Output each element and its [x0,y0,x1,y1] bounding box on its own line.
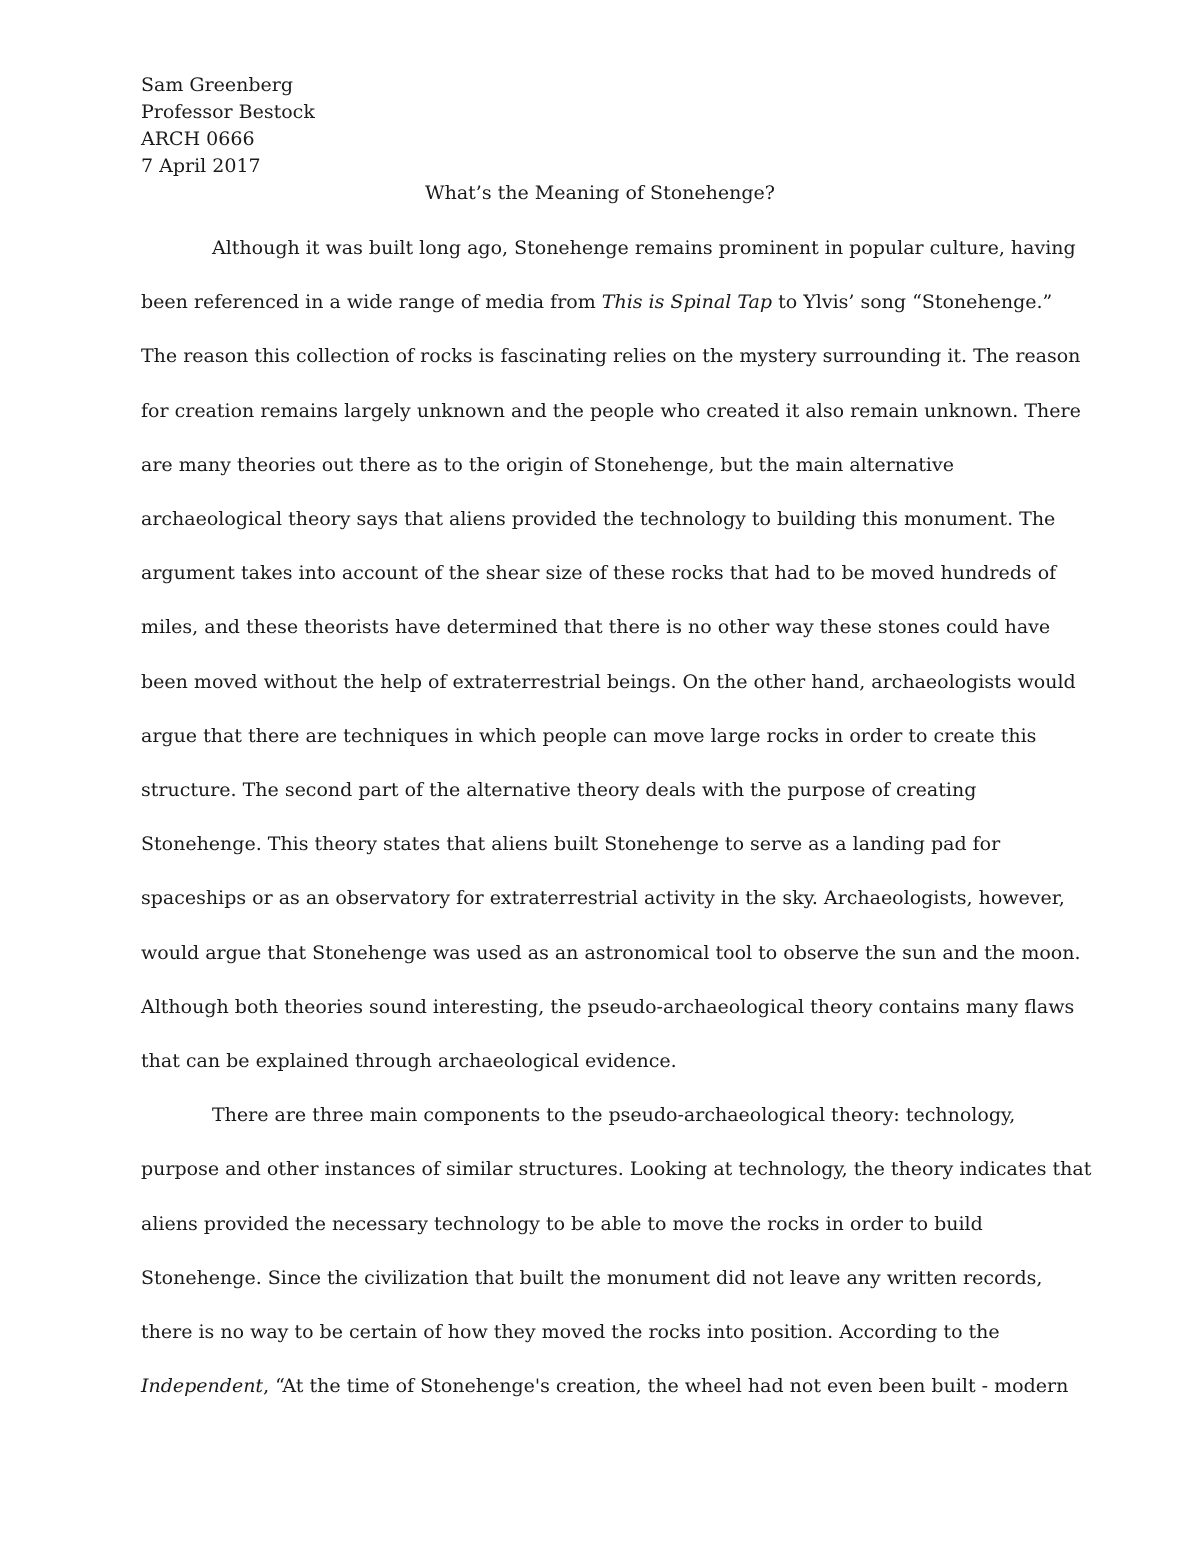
professor-name: Professor Bestock [141,101,315,123]
body-line [141,830,1000,858]
body-line [141,1047,677,1075]
body-line [141,1155,1091,1183]
body-line [141,397,1081,425]
author-name: Sam Greenberg [141,74,294,96]
body-line [141,288,1052,316]
body-line [141,342,1080,370]
body-line [141,668,1076,696]
text-segment: miles, and these theorists have determined that there is no other way these stones could have [141,616,1051,639]
body-line [141,1210,983,1238]
text-segment: purpose and other instances of similar structures. Looking at technology, the theory indicates that [141,1158,1092,1181]
text-segment: structure. The second part of the alternative theory deals with the purpose of creating [141,779,977,801]
body-line [141,993,1074,1021]
body-line [212,234,1076,262]
italic-title: This is Spinal Tap [601,291,773,314]
text-segment: Stonehenge. Since the civilization that built the monument did not leave any written records, [141,1266,1043,1289]
course-code: ARCH 0666 [141,128,255,150]
body-line [212,1101,1015,1129]
text-segment: been moved without the help of extraterrestrial beings. On the other hand, archaeologists would [141,670,1076,693]
body-line [141,884,1065,912]
body-line [141,451,954,479]
body-line [141,1372,1068,1400]
body-line [141,1318,1000,1346]
text-segment: argue that there are techniques in which people can move large rocks in order to create this [141,724,1037,747]
text-segment: argument takes into account of the shear size of these rocks that had to be moved hundreds of [141,562,1057,585]
text-segment: would argue that Stonehenge was used as an astronomical tool to observe the sun and the moon. [141,941,1081,964]
body-line [141,613,1050,641]
text-segment: , “At the time of Stonehenge's creation, the wheel had not even been built - modern [263,1375,1069,1398]
text-segment: to Ylvis’ song “Stonehenge.” [772,291,1053,314]
body-line [141,505,1055,533]
text-segment: aliens provided the necessary technology to be able to move the rocks in order to build [141,1212,983,1235]
document-date: 7 April 2017 [141,155,261,177]
body-line [141,1264,1042,1292]
text-segment: Although it was built long ago, Stonehenge remains prominent in popular culture, having [212,237,1076,259]
text-segment: There are three main components to the pseudo-archaeological theory: technology, [212,1104,1016,1127]
text-segment: archaeological theory says that aliens provided the technology to building this monument. The [141,508,1056,530]
text-segment: Although both theories sound interesting, the pseudo-archaeological theory contains many flaws [141,995,1075,1018]
text-segment: there is no way to be certain of how they moved the rocks into position. According to the [141,1321,1000,1343]
italic-title: Independent [141,1375,264,1398]
body-line [141,939,1081,967]
body-line [141,776,976,804]
body-line [141,559,1056,587]
text-segment: are many theories out there as to the origin of Stonehenge, but the main alternative [141,453,954,476]
text-segment: been referenced in a wide range of media from [141,291,602,314]
text-segment: for creation remains largely unknown and the people who created it also remain unknown. There [141,399,1081,422]
text-segment: Stonehenge. This theory states that aliens built Stonehenge to serve as a landing pad for [141,833,1001,856]
text-segment: The reason this collection of rocks is fascinating relies on the mystery surrounding it. The reason [141,345,1081,368]
document-title: What’s the Meaning of Stonehenge? [425,182,775,204]
text-segment: spaceships or as an observatory for extraterrestrial activity in the sky. Archaeologists, however, [141,887,1065,910]
body-line [141,722,1036,750]
header-block [141,72,315,180]
text-segment: that can be explained through archaeological evidence. [141,1050,677,1072]
